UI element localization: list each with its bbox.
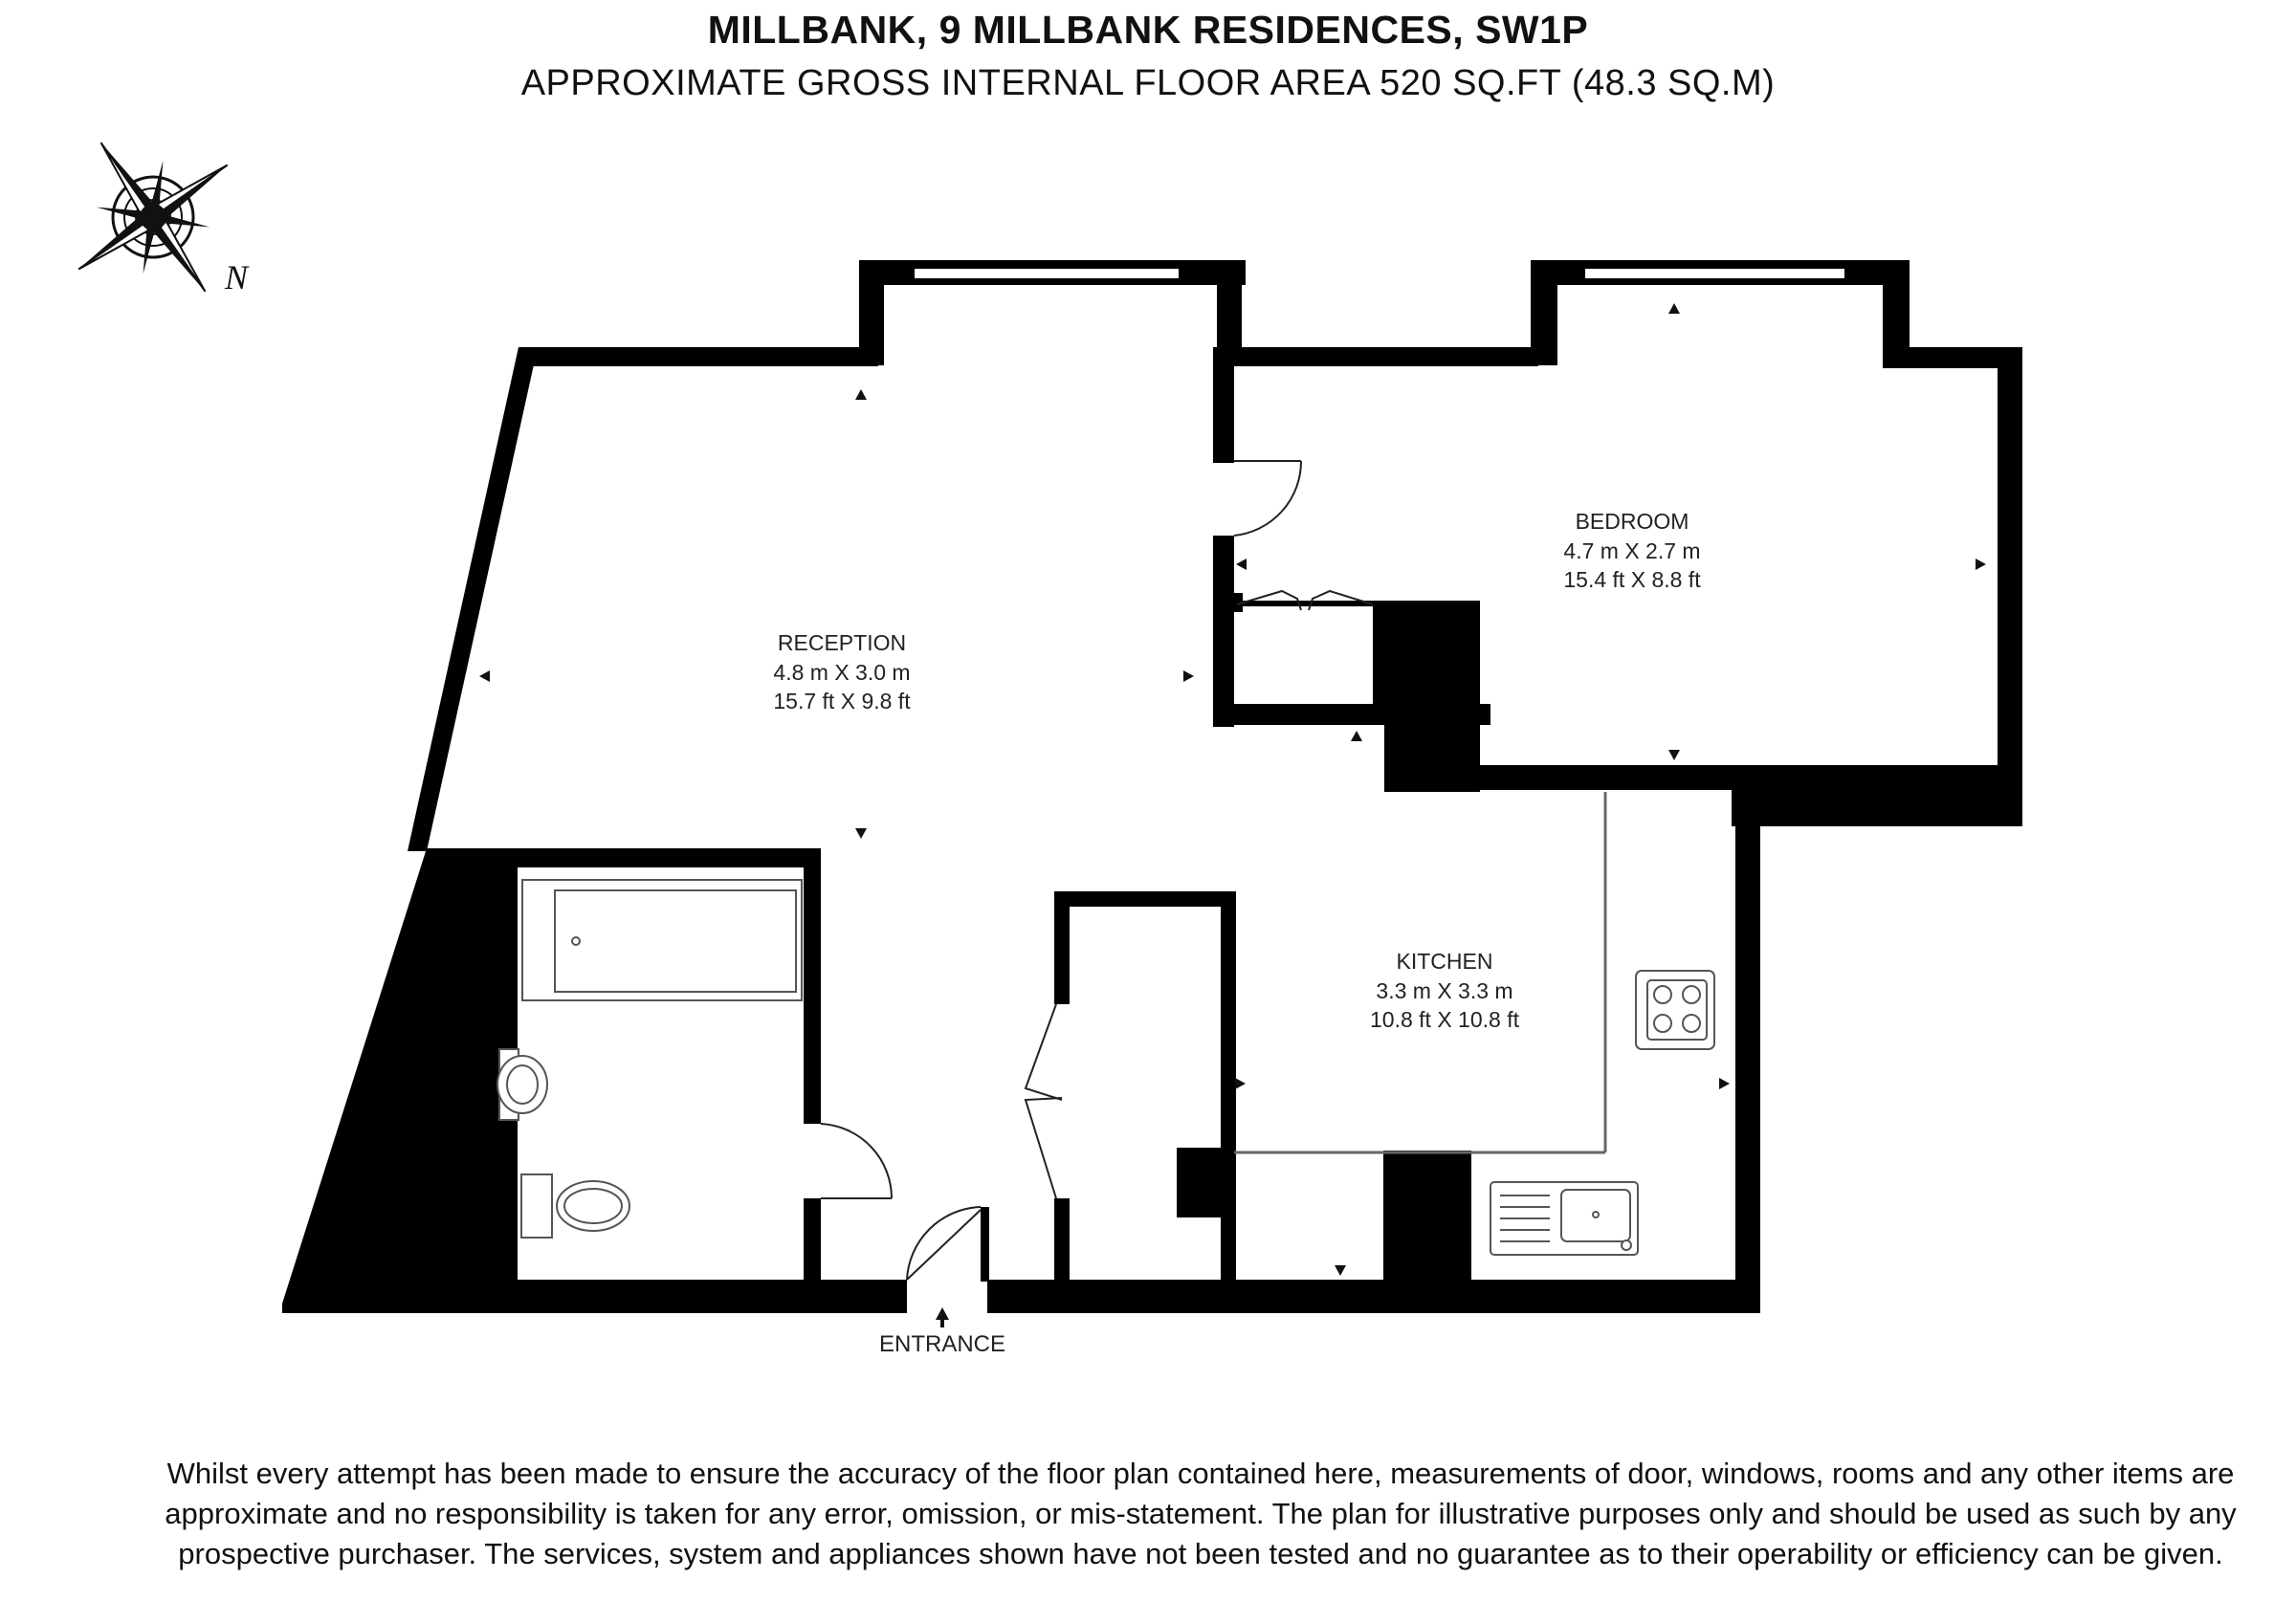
toilet-icon — [521, 1174, 629, 1238]
compass-icon — [27, 91, 280, 344]
svg-text:4.7 m X 2.7 m: 4.7 m X 2.7 m — [1563, 538, 1701, 563]
floor-area-subtitle: APPROXIMATE GROSS INTERNAL FLOOR AREA 520 SQ.FT (48.3 SQ.M) — [520, 63, 1776, 103]
bedroom-arrow-right — [1976, 559, 1986, 570]
north-label: N — [225, 258, 249, 296]
entrance-label: ENTRANCE — [878, 1331, 1006, 1357]
kitchen-arrow-up — [1351, 731, 1362, 741]
reception-arrow-down — [855, 828, 867, 839]
svg-text:15.7 ft X 9.8 ft: 15.7 ft X 9.8 ft — [773, 689, 911, 713]
svg-text:RECEPTION: RECEPTION — [777, 630, 907, 655]
svg-text:10.8 ft X 10.8 ft: 10.8 ft X 10.8 ft — [1370, 1007, 1519, 1032]
kitchen-arrow-right — [1719, 1078, 1730, 1089]
hob-icon — [1636, 971, 1714, 1049]
disclaimer-text: Whilst every attempt has been made to ensure the accuracy of the floor plan contained here, measurements of door, windows, rooms and any other items are approximate and no responsibility is taken for any error, omission, or mis-statement. The plan for illustrative purposes only and should be used as such by any prospective purchaser. The services, system and appliances shown have not been tested and no guarantee as to their operability or efficiency can be given. — [165, 1457, 2237, 1570]
plan-title: MILLBANK, 9 MILLBANK RESIDENCES, SW1P — [707, 8, 1589, 52]
washbasin-icon — [497, 1049, 547, 1120]
windows — [914, 268, 1845, 279]
reception-arrow-left — [479, 670, 490, 682]
bath-icon — [522, 880, 802, 1000]
walls — [282, 260, 2022, 1313]
kitchen-arrow-left — [1235, 1078, 1246, 1089]
svg-text:BEDROOM: BEDROOM — [1575, 509, 1689, 534]
svg-text:3.3 m X 3.3 m: 3.3 m X 3.3 m — [1376, 978, 1513, 1003]
room-label-reception — [773, 630, 911, 713]
room-label-kitchen — [1370, 949, 1520, 1032]
reception-arrow-right — [1183, 670, 1194, 682]
reception-arrow-up — [855, 389, 867, 400]
sink-icon — [1490, 1182, 1638, 1255]
doors — [821, 461, 1373, 1280]
svg-text:15.4 ft X 8.8 ft: 15.4 ft X 8.8 ft — [1563, 567, 1701, 592]
svg-text:KITCHEN: KITCHEN — [1396, 949, 1493, 974]
bedroom-arrow-up — [1668, 303, 1680, 314]
room-label-bedroom — [1563, 509, 1701, 592]
bedroom-arrow-down — [1668, 750, 1680, 760]
bedroom-arrow-left — [1236, 559, 1247, 570]
kitchen-arrow-down — [1335, 1265, 1346, 1276]
svg-text:4.8 m X 3.0 m: 4.8 m X 3.0 m — [773, 660, 911, 685]
